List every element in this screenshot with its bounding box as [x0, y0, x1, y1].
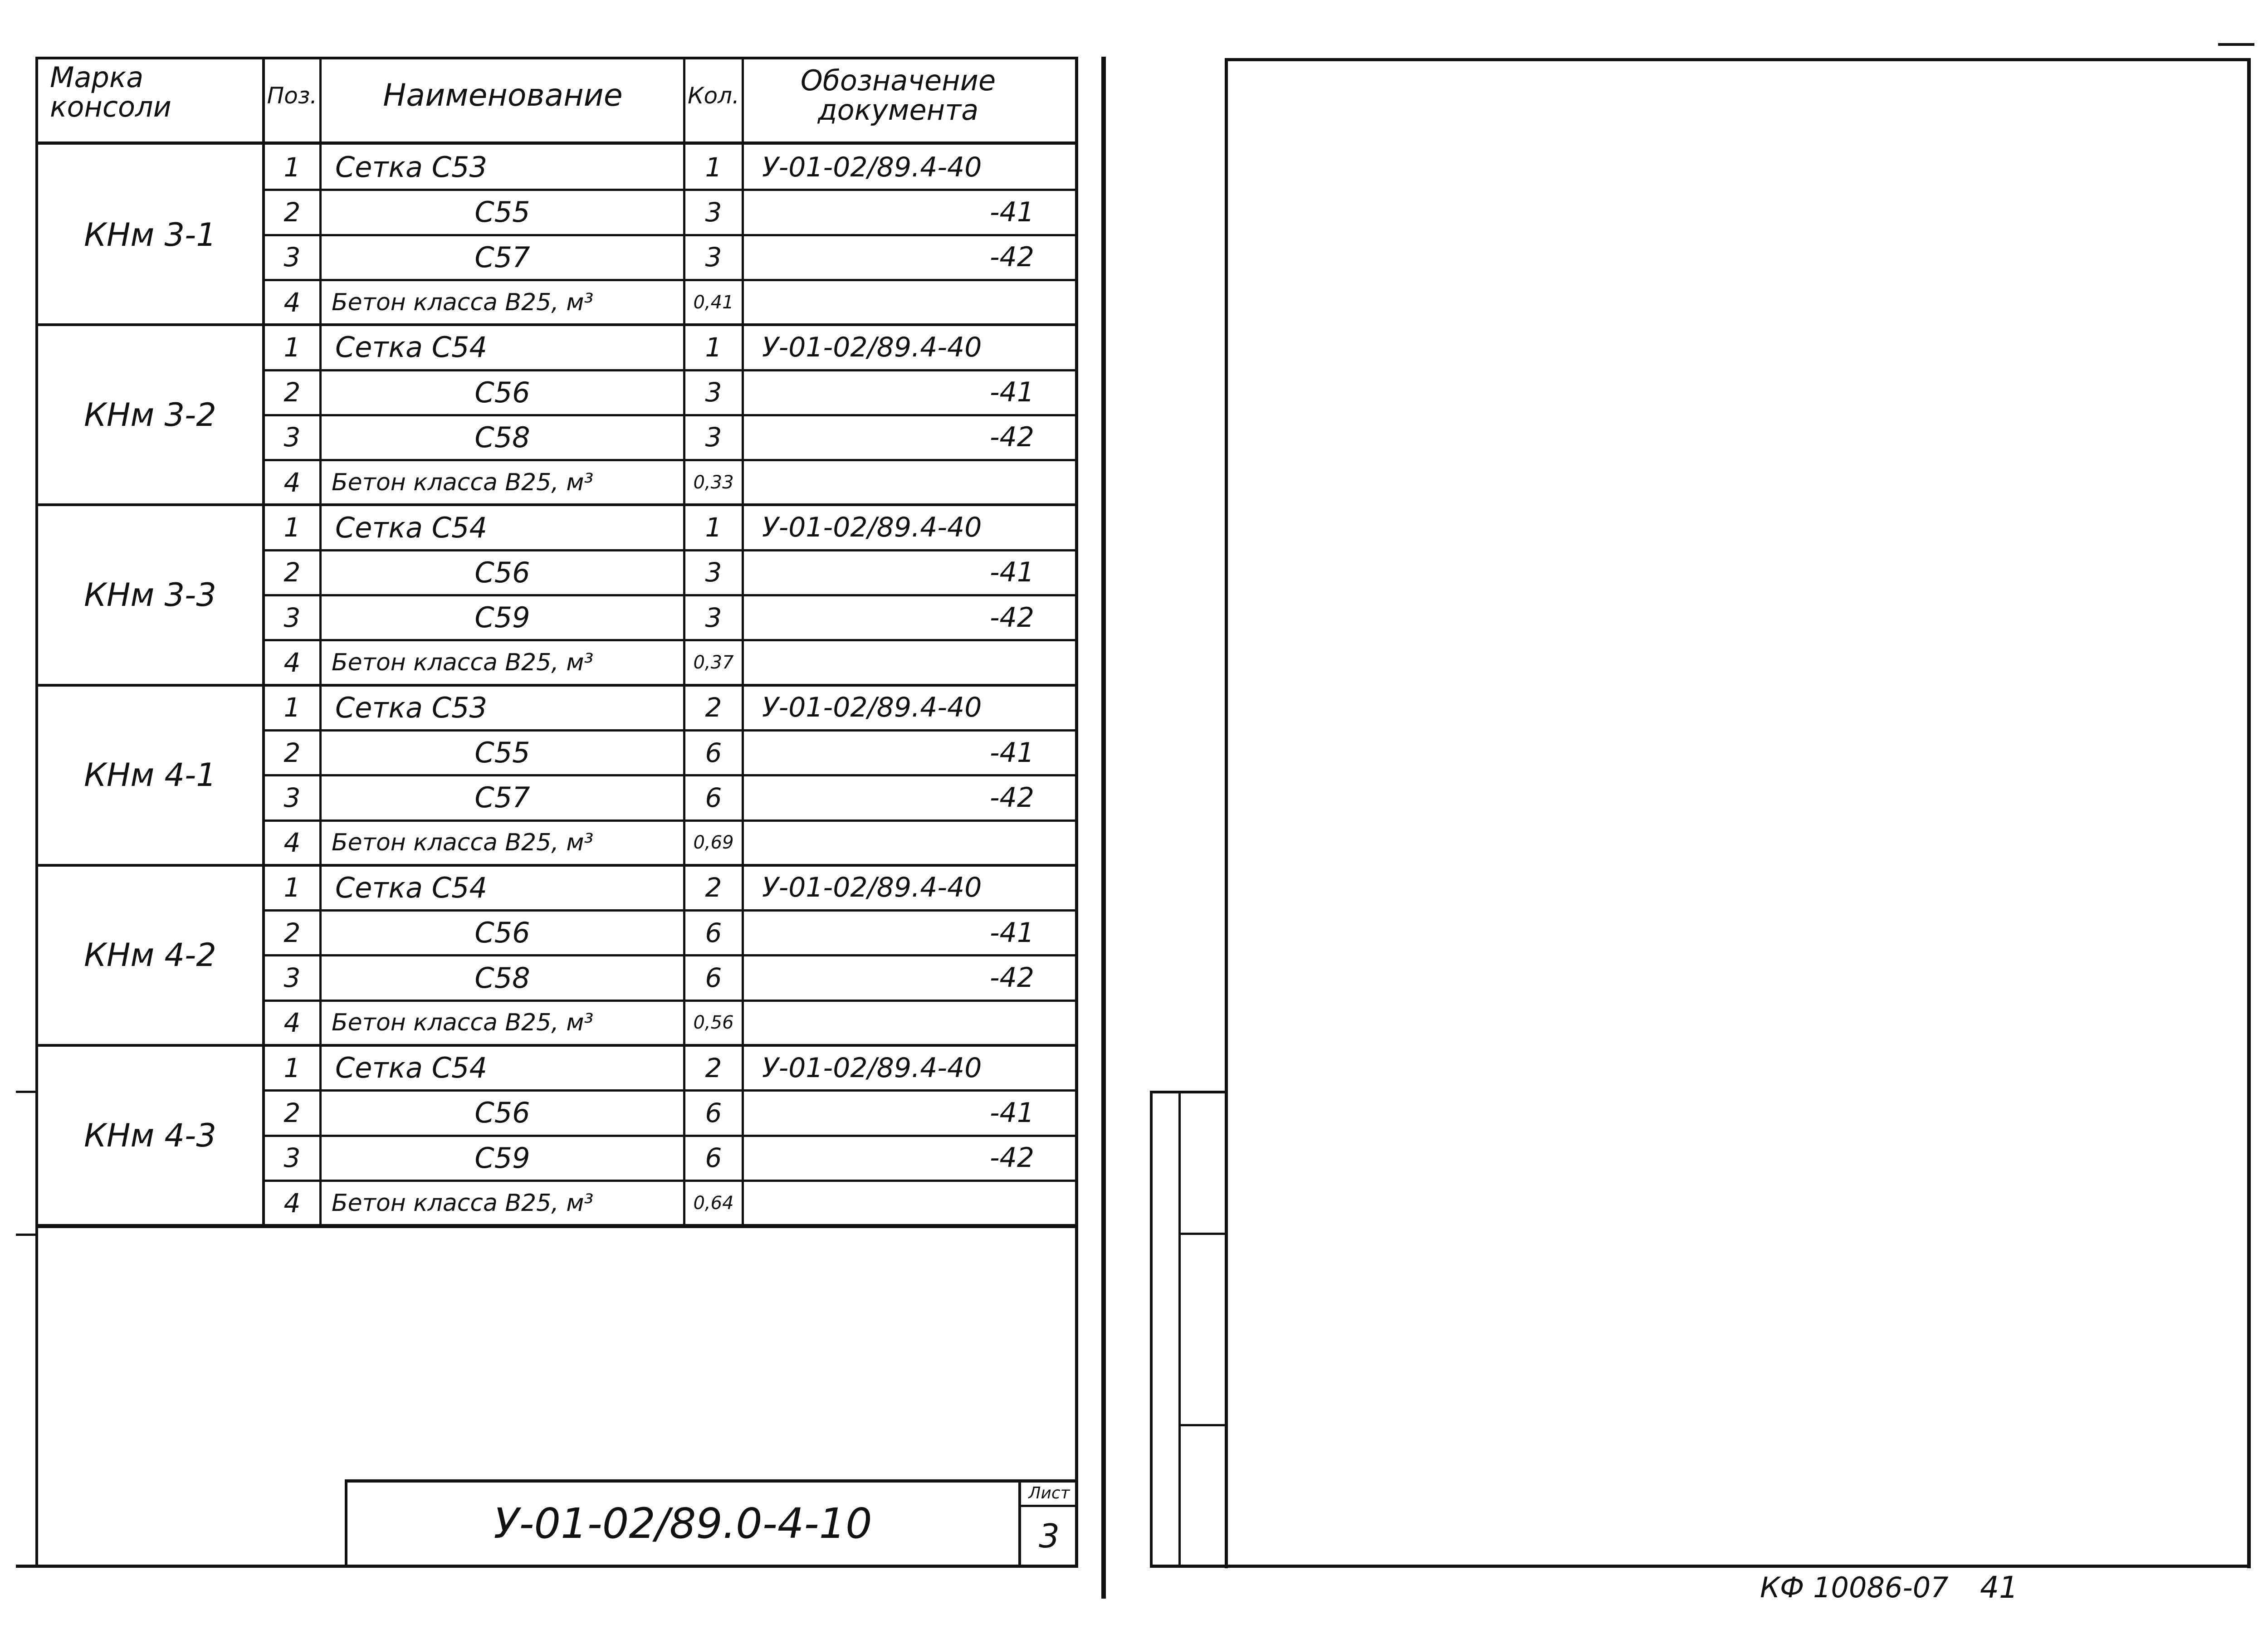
document-ref: У-01-02/89.4-40: [762, 331, 982, 363]
document-ref: У-01-02/89.4-40: [762, 151, 982, 183]
position-number: 2: [284, 917, 301, 948]
position-number: 1: [284, 332, 301, 363]
item-name: С56: [474, 1096, 530, 1130]
item-name: Бетон класса В25, м³: [332, 468, 594, 496]
quantity: 6: [705, 782, 722, 813]
position-number: 3: [284, 1142, 301, 1174]
document-ref: -41: [990, 1097, 1034, 1129]
document-ref: -41: [990, 376, 1034, 409]
item-name: С55: [474, 195, 530, 229]
document-ref: У-01-02/89.4-40: [762, 512, 982, 544]
quantity: 0,69: [693, 832, 734, 854]
document-ref: -42: [990, 781, 1034, 814]
document-ref: [744, 1180, 1034, 1225]
edge-tick: [16, 1234, 36, 1236]
item-name: Бетон класса В25, м³: [332, 288, 594, 316]
item-name: С58: [474, 961, 530, 995]
archive-code: КФ 10086-07: [1760, 1571, 1949, 1604]
item-name: Сетка С54: [335, 871, 487, 904]
edge-tick: [16, 1091, 36, 1093]
item-name: Сетка С53: [335, 151, 487, 184]
quantity: 6: [705, 917, 722, 948]
document-ref: -41: [990, 737, 1034, 769]
item-name: Сетка С54: [335, 331, 487, 364]
document-ref: У-01-02/89.4-40: [762, 1052, 982, 1084]
position-number: 1: [284, 872, 301, 903]
item-name: С57: [474, 240, 530, 274]
frame-bottom: [1150, 1565, 2251, 1568]
sheet-label: Лист: [1028, 1483, 1070, 1502]
document-ref: -42: [990, 601, 1034, 634]
position-number: 1: [284, 1052, 301, 1083]
item-name: Сетка С54: [335, 1051, 487, 1085]
document-designation: У-01-02/89.0-4-10: [494, 1499, 872, 1548]
quantity: 0,41: [693, 292, 734, 313]
header-qty: Кол.: [688, 83, 739, 109]
frame-right: [2247, 58, 2251, 1568]
quantity: 6: [705, 737, 722, 768]
side-box-divider: [1178, 1424, 1228, 1426]
frame-left: [1225, 58, 1228, 1568]
position-number: 2: [284, 1097, 301, 1128]
item-name: Бетон класса В25, м³: [332, 829, 594, 857]
position-number: 4: [284, 1187, 301, 1219]
side-box-divider: [1178, 1233, 1228, 1235]
document-ref: [744, 460, 1034, 505]
document-ref: [744, 640, 1034, 685]
sheet-bottom-border: [16, 1565, 1078, 1568]
document-ref: У-01-02/89.4-40: [762, 872, 982, 904]
side-box-mid: [1178, 1091, 1181, 1567]
quantity: 0,33: [693, 472, 734, 493]
header-name: Наименование: [383, 78, 623, 113]
item-name: С56: [474, 556, 530, 589]
quantity: 6: [705, 1097, 722, 1128]
position-number: 1: [284, 151, 301, 183]
fold-line: [1101, 57, 1106, 1599]
item-name: С57: [474, 781, 530, 815]
quantity: 1: [705, 151, 722, 183]
corner-mark: [2218, 43, 2254, 46]
document-ref: -42: [990, 962, 1034, 994]
item-name: С55: [474, 736, 530, 770]
position-number: 3: [284, 422, 301, 453]
item-name: С59: [474, 1141, 530, 1175]
document-ref: [744, 280, 1034, 325]
position-number: 4: [284, 647, 301, 678]
console-mark: КНм 3-3: [84, 576, 216, 614]
position-number: 4: [284, 1007, 301, 1039]
quantity: 3: [705, 377, 722, 408]
quantity: 6: [705, 962, 722, 994]
quantity: 2: [705, 692, 722, 723]
document-ref: [744, 820, 1034, 865]
quantity: 2: [705, 872, 722, 903]
quantity: 1: [705, 332, 722, 363]
item-name: Сетка С54: [335, 511, 487, 544]
side-box-top: [1150, 1091, 1228, 1093]
quantity: 3: [705, 242, 722, 273]
side-box-left: [1150, 1091, 1153, 1567]
position-number: 3: [284, 242, 301, 273]
sheet-number: 3: [1039, 1517, 1060, 1555]
document-ref: -42: [990, 241, 1034, 273]
item-name: Бетон класса В25, м³: [332, 649, 594, 676]
item-name: С56: [474, 376, 530, 409]
console-mark: КНм 3-1: [84, 216, 216, 254]
archive-page-number: 41: [1980, 1570, 2018, 1605]
header-mark: Марка консоли: [50, 61, 171, 124]
quantity: 0,64: [693, 1192, 734, 1214]
console-mark: КНм 4-2: [84, 937, 216, 974]
position-number: 1: [284, 692, 301, 723]
header-doc: Обозначение документа: [800, 64, 996, 127]
quantity: 0,37: [693, 652, 734, 673]
position-number: 2: [284, 557, 301, 588]
table-top-border: [35, 57, 1078, 59]
quantity: 1: [705, 512, 722, 543]
position-number: 3: [284, 602, 301, 633]
document-ref: -42: [990, 421, 1034, 454]
position-number: 1: [284, 512, 301, 543]
position-number: 3: [284, 962, 301, 994]
header-pos: Поз.: [267, 83, 318, 109]
document-ref: -41: [990, 917, 1034, 949]
quantity: 6: [705, 1142, 722, 1174]
document-ref: -41: [990, 196, 1034, 228]
document-ref: -42: [990, 1142, 1034, 1174]
item-name: С58: [474, 420, 530, 454]
document-ref: У-01-02/89.4-40: [762, 692, 982, 724]
console-mark: КНм 3-2: [84, 396, 216, 434]
item-name: Сетка С53: [335, 691, 487, 724]
position-number: 4: [284, 827, 301, 858]
item-name: С56: [474, 916, 530, 950]
frame-top: [1225, 58, 2250, 61]
quantity: 3: [705, 557, 722, 588]
document-ref: [744, 1000, 1034, 1045]
title-block-top: [345, 1479, 1078, 1483]
position-number: 4: [284, 287, 301, 318]
quantity: 0,56: [693, 1012, 734, 1034]
quantity: 3: [705, 422, 722, 453]
position-number: 3: [284, 782, 301, 813]
quantity: 2: [705, 1052, 722, 1083]
quantity: 3: [705, 602, 722, 633]
item-name: Бетон класса В25, м³: [332, 1009, 594, 1037]
console-mark: КНм 4-1: [84, 756, 216, 794]
item-name: Бетон класса В25, м³: [332, 1189, 594, 1217]
position-number: 4: [284, 467, 301, 498]
header-bottom-border: [35, 141, 1078, 145]
quantity: 3: [705, 196, 722, 228]
console-mark: КНм 4-3: [84, 1117, 216, 1154]
document-ref: -41: [990, 556, 1034, 589]
position-number: 2: [284, 196, 301, 228]
position-number: 2: [284, 737, 301, 768]
item-name: С59: [474, 601, 530, 634]
sheet-right-border: [1075, 57, 1078, 1567]
position-number: 2: [284, 377, 301, 408]
